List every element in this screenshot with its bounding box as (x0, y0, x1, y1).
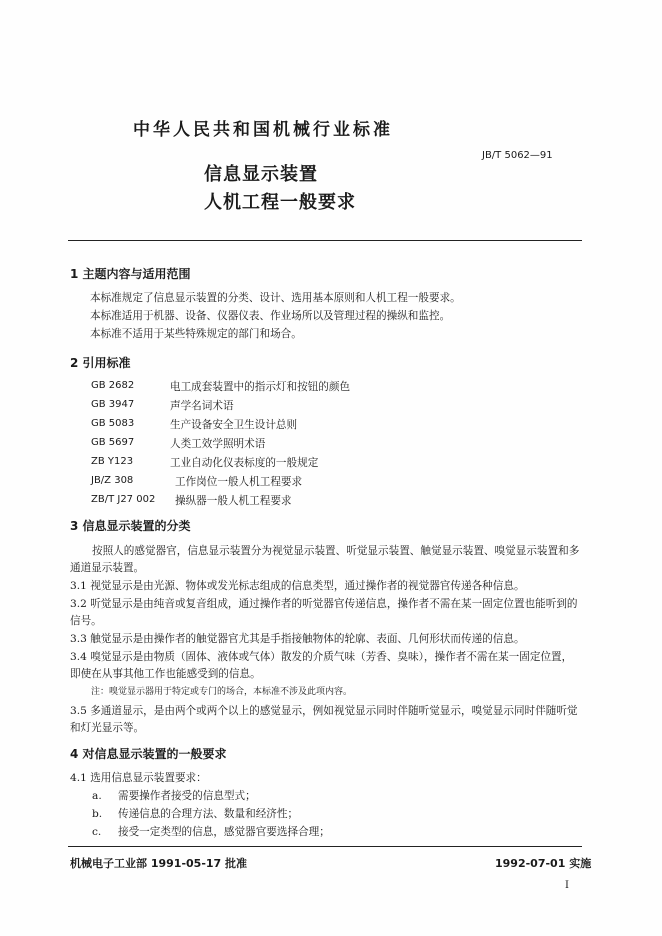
reference-title: 生产设备安全卫生设计总则 (170, 419, 298, 431)
reference-title: 电工成套装置中的指示灯和按钮的颜色 (170, 381, 351, 393)
clause-3-4: 3.4 嗅觉显示是由物质（固体、液体或气体）散发的介质气味（芳香、臭味），操作者不需在某一固定位置，即使在从事其他工作也能感受到的信息。 (70, 651, 573, 680)
clause-3-3: 3.3 触觉显示是由操作者的触觉器官尤其是手指接触物体的轮廓、表面、几何形状而传递的信息。 (70, 633, 525, 645)
section-1-paragraph-2: 本标准适用于机器、设备、仪器仪表、作业场所以及管理过程的操纵和监控。 (90, 310, 451, 322)
reference-title: 人类工效学照明术语 (170, 438, 266, 450)
list-item-mark: a. (92, 790, 102, 802)
reference-title: 声学名词术语 (170, 400, 234, 412)
approval-info: 机械电子工业部 1991-05-17 批准 (70, 857, 248, 870)
section-3-heading: 3 信息显示装置的分类 (70, 519, 191, 533)
publisher-heading: 中华人民共和国机械行业标准 (133, 120, 393, 140)
footer-divider (68, 846, 582, 847)
list-item-mark: c. (92, 826, 102, 838)
clause-3-5: 3.5 多通道显示，是由两个或两个以上的感觉显示，例如视觉显示同时伴随听觉显示，嗅觉显示同时伴随听觉和灯光显示等。 (70, 705, 578, 734)
reference-title: 操纵器一般人机工程要求 (175, 495, 292, 507)
section-2-heading: 2 引用标准 (70, 356, 131, 370)
list-item-text: 接受一定类型的信息，感觉器官要选择合理； (118, 826, 330, 838)
reference-title: 工业自动化仪表标度的一般规定 (170, 457, 319, 469)
reference-code: GB 2682 (91, 380, 135, 391)
standard-number: JB/T 5062—91 (482, 150, 553, 161)
document-title-line2: 人机工程一般要求 (204, 192, 356, 213)
list-item-text: 需要操作者接受的信息型式； (118, 790, 256, 802)
list-item-text: 传递信息的合理方法、数量和经济性； (118, 808, 299, 820)
reference-code: ZB Y123 (91, 456, 134, 467)
implementation-date: 1992-07-01 实施 (495, 857, 592, 870)
clause-3-2: 3.2 听觉显示是由纯音或复音组成，通过操作者的听觉器官传递信息，操作者不需在某一固定位置也能听到的信号。 (70, 598, 578, 627)
reference-code: GB 5697 (91, 437, 135, 448)
document-title-line1: 信息显示装置 (204, 164, 318, 185)
section-1-heading: 1 主题内容与适用范围 (70, 267, 191, 281)
section-1-paragraph-1: 本标准规定了信息显示装置的分类、设计、选用基本原则和人机工程一般要求。 (90, 292, 461, 304)
clause-3-1: 3.1 视觉显示是由光源、物体或发光标志组成的信息类型，通过操作者的视觉器官传递各种信息。 (70, 580, 525, 592)
reference-title: 工作岗位一般人机工程要求 (175, 476, 303, 488)
list-item-mark: b. (92, 808, 103, 820)
section-3-note: 注：嗅觉显示器用于特定或专门的场合，本标准不涉及此项内容。 (91, 687, 353, 697)
section-1-paragraph-3: 本标准不适用于某些特殊规定的部门和场合。 (90, 328, 302, 340)
page-number: I (565, 880, 569, 891)
clause-4-1: 4.1 选用信息显示装置要求： (70, 772, 207, 784)
header-divider (68, 240, 582, 241)
reference-code: ZB/T J27 002 (91, 494, 156, 505)
reference-code: JB/Z 308 (91, 475, 134, 486)
reference-code: GB 3947 (91, 399, 135, 410)
section-3-intro: 按照人的感觉器官，信息显示装置分为视觉显示装置、听觉显示装置、触觉显示装置、嗅觉显示装置和多通道显示装置。 (70, 545, 580, 574)
reference-code: GB 5083 (91, 418, 135, 429)
section-4-heading: 4 对信息显示装置的一般要求 (70, 747, 227, 761)
